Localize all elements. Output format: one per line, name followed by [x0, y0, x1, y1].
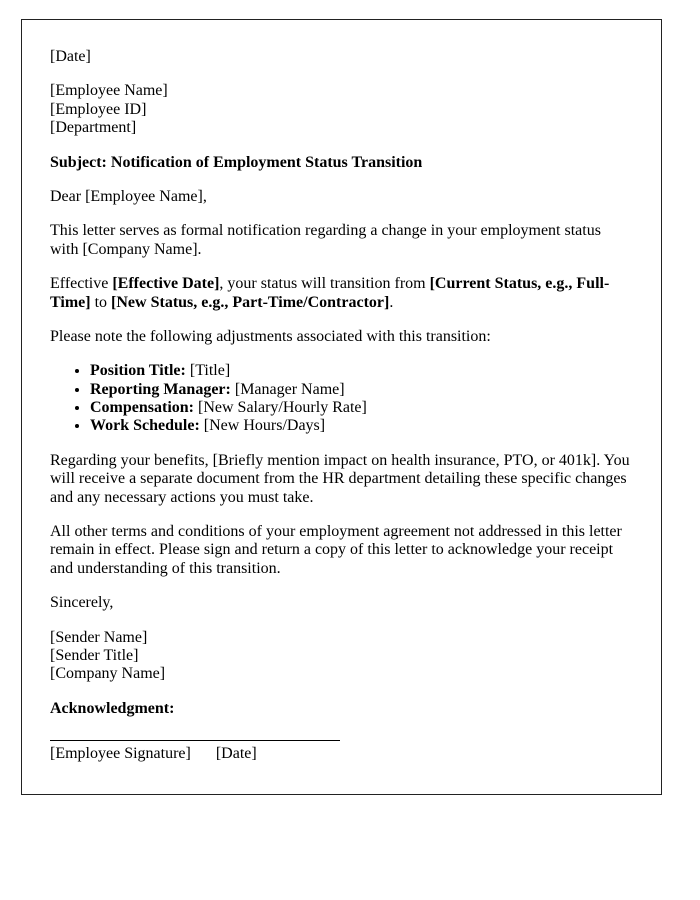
- text-segment: Effective: [50, 275, 113, 293]
- recipient-name: [Employee Name]: [50, 82, 168, 100]
- recipient-department: [Department]: [50, 119, 137, 137]
- effective-paragraph: [50, 275, 632, 312]
- recipient-employee-id: [Employee ID]: [50, 100, 147, 118]
- text-segment-bold: [Current Status, e.g., Full-Time]: [50, 275, 610, 311]
- list-item-value: [New Hours/Days]: [199, 417, 326, 435]
- text-segment: to: [90, 293, 112, 311]
- list-item-label: Position Title:: [90, 362, 186, 380]
- list-item-reporting-manager: [90, 381, 632, 399]
- text-segment: , your status will transition from: [219, 275, 430, 293]
- list-item-label: Compensation:: [90, 399, 195, 417]
- list-item-value: [Title]: [185, 362, 231, 380]
- text-segment-bold: [New Status, e.g., Part-Time/Contractor]: [111, 293, 390, 311]
- text-segment: .: [389, 293, 394, 311]
- recipient-block: [50, 82, 632, 137]
- list-item-label: Work Schedule:: [90, 417, 200, 435]
- list-item-work-schedule: [90, 417, 632, 435]
- date-line: [Date]: [50, 48, 91, 65]
- signature-labels: [50, 745, 632, 763]
- list-item-label: Reporting Manager:: [90, 380, 231, 398]
- text-segment-bold: [Effective Date]: [112, 275, 220, 293]
- acknowledgment-heading: Acknowledgment:: [50, 699, 175, 717]
- signature-date-label: [Date]: [215, 745, 257, 763]
- list-item-value: [Manager Name]: [230, 380, 345, 398]
- adjustments-list: [50, 362, 632, 436]
- signature-line: [50, 740, 340, 741]
- subject-line: Subject: Notification of Employment Status Transition: [50, 153, 423, 171]
- sender-block: [50, 629, 632, 684]
- closing: Sincerely,: [50, 594, 114, 612]
- intro-paragraph: This letter serves as formal notification regarding a change in your employment status with [Company Name].: [50, 222, 601, 258]
- terms-paragraph: All other terms and conditions of your employment agreement not addressed in this letter remain in effect. Please sign and return a copy of this letter to acknowledge your receipt and understanding of this transition.: [50, 523, 622, 577]
- sender-title: [Sender Title]: [50, 646, 139, 664]
- sender-name: [Sender Name]: [50, 628, 148, 646]
- list-item-compensation: [90, 399, 632, 417]
- letter-document: [21, 19, 662, 795]
- list-item-value: [New Salary/Hourly Rate]: [194, 399, 367, 417]
- benefits-paragraph: Regarding your benefits, [Briefly mention impact on health insurance, PTO, or 401k]. You will receive a separate document from the HR department detailing these specific changes and any necessary actions you must take.: [50, 451, 630, 506]
- adjustments-intro-paragraph: Please note the following adjustments associated with this transition:: [50, 327, 491, 345]
- employee-signature-label: [Employee Signature]: [50, 745, 191, 763]
- salutation: Dear [Employee Name],: [50, 187, 207, 205]
- list-item-position-title: [90, 362, 632, 380]
- sender-company: [Company Name]: [50, 665, 166, 683]
